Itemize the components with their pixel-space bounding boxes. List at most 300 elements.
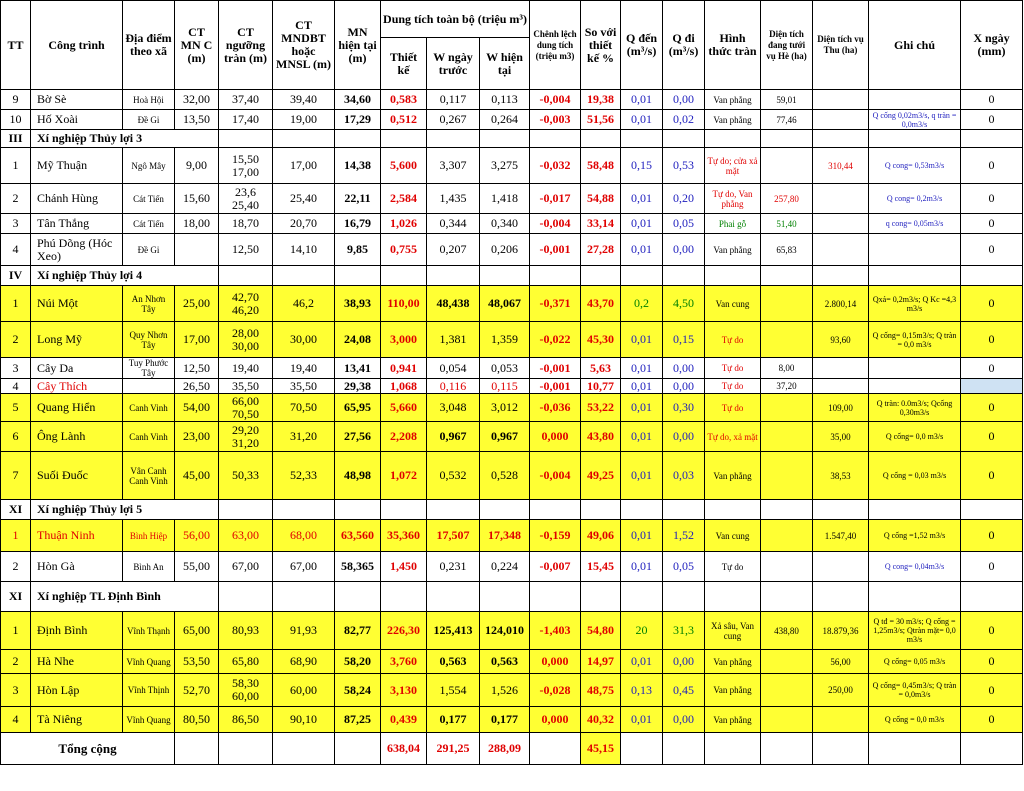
empty-cell (335, 130, 381, 148)
header-ct-nguong: CT ngưỡng tràn (m) (219, 1, 273, 90)
cell-cl: -0,022 (530, 322, 581, 358)
total-w-hien-tai: 288,09 (480, 733, 530, 765)
cell-tk: 0,583 (381, 90, 427, 110)
cell-cl: -0,001 (530, 379, 581, 394)
cell-qdi: 0,00 (663, 90, 705, 110)
cell-cl: -0,004 (530, 452, 581, 500)
empty-cell (219, 582, 273, 612)
cell-gc: Q cống= 0,05 m3/s (869, 650, 961, 674)
cell-tk: 110,00 (381, 286, 427, 322)
cell-qden: 0,01 (621, 379, 663, 394)
cell-sv: 19,38 (581, 90, 621, 110)
cell-mnc: 65,00 (175, 612, 219, 650)
cell-xa: Đề Gi (123, 234, 175, 266)
cell-qden: 0,01 (621, 110, 663, 130)
cell-nguong: 58,30 60,00 (219, 674, 273, 707)
section-title: Xí nghiệp Thủy lợi 3 (31, 130, 219, 148)
cell-nguong: 37,40 (219, 90, 273, 110)
cell-x (961, 379, 1023, 394)
cell-mn: 82,77 (335, 612, 381, 650)
cell-nguong: 23,6 25,40 (219, 184, 273, 214)
cell-x: 0 (961, 322, 1023, 358)
empty-cell (705, 733, 761, 765)
cell-qden: 0,01 (621, 707, 663, 733)
empty-cell (273, 733, 335, 765)
cell-dtthu: 18.879,36 (813, 612, 869, 650)
cell-ht: Tự do (705, 322, 761, 358)
cell-tk: 2,208 (381, 422, 427, 452)
table-row (1, 552, 1023, 582)
empty-cell (581, 582, 621, 612)
cell-mn: 58,24 (335, 674, 381, 707)
cell-xa: Vĩnh Quang (123, 707, 175, 733)
cell-wh: 0,967 (480, 422, 530, 452)
cell-nguong: 66,00 70,50 (219, 394, 273, 422)
cell-qden: 0,01 (621, 214, 663, 234)
empty-cell (219, 130, 273, 148)
cell-dthe (761, 552, 813, 582)
cell-tt: 2 (1, 650, 31, 674)
cell-dthe (761, 322, 813, 358)
cell-qden: 0,13 (621, 674, 663, 707)
cell-name: Cây Thích (31, 379, 123, 394)
cell-wt: 1,435 (427, 184, 480, 214)
cell-mnc: 55,00 (175, 552, 219, 582)
empty-cell (219, 266, 273, 286)
cell-x: 0 (961, 286, 1023, 322)
cell-mnc: 56,00 (175, 520, 219, 552)
empty-cell (961, 733, 1023, 765)
cell-wh: 0,264 (480, 110, 530, 130)
header-thiet-ke: Thiết kế (381, 38, 427, 90)
cell-x: 0 (961, 110, 1023, 130)
empty-cell (381, 500, 427, 520)
cell-dthe: 37,20 (761, 379, 813, 394)
section-title: Xí nghiệp Thủy lợi 5 (31, 500, 219, 520)
empty-cell (705, 582, 761, 612)
cell-name: Long Mỹ (31, 322, 123, 358)
cell-x: 0 (961, 148, 1023, 184)
cell-qdi: 0,00 (663, 358, 705, 379)
empty-cell (663, 733, 705, 765)
cell-qden: 0,01 (621, 552, 663, 582)
cell-qdi: 0,00 (663, 707, 705, 733)
empty-cell (273, 500, 335, 520)
cell-mnc: 52,70 (175, 674, 219, 707)
table-row (1, 110, 1023, 130)
cell-mn: 58,365 (335, 552, 381, 582)
cell-x: 0 (961, 358, 1023, 379)
empty-cell (813, 500, 869, 520)
cell-dthe (761, 674, 813, 707)
cell-ht: Tự do; cửa xả mặt (705, 148, 761, 184)
cell-wt: 0,967 (427, 422, 480, 452)
cell-mn: 9,85 (335, 234, 381, 266)
cell-xa: Vân Canh Canh Vinh (123, 452, 175, 500)
cell-tt: 2 (1, 322, 31, 358)
cell-mn: 22,11 (335, 184, 381, 214)
empty-cell (335, 582, 381, 612)
table-row (1, 234, 1023, 266)
cell-name: Hòn Gà (31, 552, 123, 582)
cell-mndbt: 68,00 (273, 520, 335, 552)
cell-name: Núi Một (31, 286, 123, 322)
table-row (1, 379, 1023, 394)
cell-mn: 13,41 (335, 358, 381, 379)
cell-wt: 17,507 (427, 520, 480, 552)
cell-sv: 51,56 (581, 110, 621, 130)
cell-tk: 0,512 (381, 110, 427, 130)
cell-mndbt: 14,10 (273, 234, 335, 266)
cell-sv: 10,77 (581, 379, 621, 394)
cell-dtthu: 93,60 (813, 322, 869, 358)
cell-tk: 2,584 (381, 184, 427, 214)
cell-name: Quang Hiển (31, 394, 123, 422)
empty-cell (530, 266, 581, 286)
cell-gc: Q cống= 0,15m3/s; Q tràn = 0,0 m3/s (869, 322, 961, 358)
cell-xa: Canh Vinh (123, 394, 175, 422)
cell-wh: 0,340 (480, 214, 530, 234)
cell-dthe: 257,80 (761, 184, 813, 214)
cell-dtthu (813, 552, 869, 582)
cell-mnc: 15,60 (175, 184, 219, 214)
cell-dtthu: 2.800,14 (813, 286, 869, 322)
cell-nguong: 19,40 (219, 358, 273, 379)
cell-mndbt: 20,70 (273, 214, 335, 234)
cell-sv: 54,80 (581, 612, 621, 650)
cell-dthe (761, 707, 813, 733)
table-row (1, 422, 1023, 452)
empty-cell (381, 266, 427, 286)
cell-name: Tà Niêng (31, 707, 123, 733)
empty-cell (705, 130, 761, 148)
cell-qden: 0,01 (621, 184, 663, 214)
cell-dthe: 77,46 (761, 110, 813, 130)
table-row (1, 612, 1023, 650)
cell-wh: 124,010 (480, 612, 530, 650)
cell-ht: Van cung (705, 520, 761, 552)
cell-cl: -0,032 (530, 148, 581, 184)
header-x: X ngày (mm) (961, 1, 1023, 90)
cell-dtthu (813, 214, 869, 234)
cell-mn: 65,95 (335, 394, 381, 422)
empty-cell (705, 500, 761, 520)
cell-qdi: 4,50 (663, 286, 705, 322)
cell-ht: Tự do (705, 379, 761, 394)
cell-mnc: 25,00 (175, 286, 219, 322)
cell-mnc: 80,50 (175, 707, 219, 733)
cell-sv: 45,30 (581, 322, 621, 358)
total-row (1, 733, 1023, 765)
cell-qdi: 0,00 (663, 379, 705, 394)
cell-tk: 3,130 (381, 674, 427, 707)
cell-dthe: 59,01 (761, 90, 813, 110)
cell-qden: 0,01 (621, 90, 663, 110)
cell-wh: 3,275 (480, 148, 530, 184)
cell-xa: Tuy Phước Tây (123, 358, 175, 379)
cell-tt: 2 (1, 184, 31, 214)
cell-x: 0 (961, 394, 1023, 422)
cell-tt: 1 (1, 148, 31, 184)
cell-ht: Tự do (705, 552, 761, 582)
empty-cell (705, 266, 761, 286)
cell-qden: 0,01 (621, 322, 663, 358)
empty-cell (663, 266, 705, 286)
cell-ht: Tự do (705, 358, 761, 379)
empty-cell (663, 130, 705, 148)
cell-wh: 0,115 (480, 379, 530, 394)
header-hinh-thuc: Hình thức tràn (705, 1, 761, 90)
cell-sv: 15,45 (581, 552, 621, 582)
cell-name: Tân Thắng (31, 214, 123, 234)
cell-dtthu: 109,00 (813, 394, 869, 422)
cell-name: Ông Lành (31, 422, 123, 452)
cell-xa: Đề Gi (123, 110, 175, 130)
cell-tk: 0,941 (381, 358, 427, 379)
cell-nguong: 80,93 (219, 612, 273, 650)
empty-cell (530, 582, 581, 612)
empty-cell (480, 500, 530, 520)
cell-wt: 3,048 (427, 394, 480, 422)
cell-nguong: 28,00 30,00 (219, 322, 273, 358)
cell-cl: -0,007 (530, 552, 581, 582)
cell-xa: Ngô Mây (123, 148, 175, 184)
cell-name: Hố Xoài (31, 110, 123, 130)
empty-cell (581, 500, 621, 520)
cell-dtthu: 310,44 (813, 148, 869, 184)
cell-tk: 1,068 (381, 379, 427, 394)
cell-xa: Vĩnh Quang (123, 650, 175, 674)
cell-cl: -0,001 (530, 358, 581, 379)
cell-cl: -0,036 (530, 394, 581, 422)
cell-qden: 0,01 (621, 520, 663, 552)
cell-wh: 1,359 (480, 322, 530, 358)
empty-cell (621, 266, 663, 286)
empty-cell (761, 500, 813, 520)
cell-x: 0 (961, 520, 1023, 552)
cell-qdi: 0,30 (663, 394, 705, 422)
cell-dtthu (813, 707, 869, 733)
cell-dthe (761, 452, 813, 500)
empty-cell (219, 733, 273, 765)
header-dt-he: Diện tích đang tưới vụ Hè (ha) (761, 1, 813, 90)
cell-tt: 7 (1, 452, 31, 500)
header-ct-mnc: CT MN C (m) (175, 1, 219, 90)
cell-dthe (761, 422, 813, 452)
table-row (1, 674, 1023, 707)
section-row (1, 130, 1023, 148)
cell-qdi: 0,20 (663, 184, 705, 214)
cell-xa: Vĩnh Thạnh (123, 612, 175, 650)
cell-qdi: 0,05 (663, 552, 705, 582)
cell-name: Hòn Lập (31, 674, 123, 707)
cell-tt: 3 (1, 214, 31, 234)
cell-mn: 24,08 (335, 322, 381, 358)
cell-tt: 9 (1, 90, 31, 110)
cell-wh: 0,177 (480, 707, 530, 733)
cell-nguong: 35,50 (219, 379, 273, 394)
total-thiet-ke: 638,04 (381, 733, 427, 765)
table-row (1, 452, 1023, 500)
cell-wt: 0,344 (427, 214, 480, 234)
empty-cell (530, 130, 581, 148)
cell-wh: 3,012 (480, 394, 530, 422)
cell-wt: 0,177 (427, 707, 480, 733)
cell-ht: Tự do, Van phẳng (705, 184, 761, 214)
cell-tk: 1,450 (381, 552, 427, 582)
cell-cl: -0,371 (530, 286, 581, 322)
cell-tt: 4 (1, 379, 31, 394)
header-chenh-lech: Chênh lệch dung tích (triệu m3) (530, 1, 581, 90)
table-row (1, 394, 1023, 422)
cell-qdi: 0,53 (663, 148, 705, 184)
cell-qden: 0,01 (621, 394, 663, 422)
cell-mndbt: 17,00 (273, 148, 335, 184)
cell-wh: 0,224 (480, 552, 530, 582)
cell-sv: 48,75 (581, 674, 621, 707)
cell-mndbt: 31,20 (273, 422, 335, 452)
cell-xa: Cát Tiến (123, 214, 175, 234)
cell-gc (869, 90, 961, 110)
table-row (1, 214, 1023, 234)
header-dt-thu: Diện tích vụ Thu (ha) (813, 1, 869, 90)
cell-wh: 0,206 (480, 234, 530, 266)
header-tt: TT (1, 1, 31, 90)
cell-qdi: 0,03 (663, 452, 705, 500)
cell-wh: 0,528 (480, 452, 530, 500)
cell-tk: 226,30 (381, 612, 427, 650)
empty-cell (427, 582, 480, 612)
empty-cell (761, 733, 813, 765)
empty-cell (961, 500, 1023, 520)
cell-mnc: 13,50 (175, 110, 219, 130)
cell-cl: -0,004 (530, 214, 581, 234)
cell-dtthu (813, 358, 869, 379)
cell-xa: Bình An (123, 552, 175, 582)
cell-mnc: 23,00 (175, 422, 219, 452)
empty-cell (813, 266, 869, 286)
cell-cl: 0,000 (530, 707, 581, 733)
cell-gc: Q cống = 0,03 m3/s (869, 452, 961, 500)
cell-nguong: 63,00 (219, 520, 273, 552)
cell-mndbt: 52,33 (273, 452, 335, 500)
cell-gc: Q cong= 0,53m3/s (869, 148, 961, 184)
cell-gc: Q cong= 0,04m3/s (869, 552, 961, 582)
cell-wh: 1,418 (480, 184, 530, 214)
cell-sv: 49,06 (581, 520, 621, 552)
cell-dthe: 51,40 (761, 214, 813, 234)
cell-mn: 63,560 (335, 520, 381, 552)
cell-xa: An Nhơn Tây (123, 286, 175, 322)
cell-wt: 0,117 (427, 90, 480, 110)
empty-cell (219, 500, 273, 520)
cell-nguong: 17,40 (219, 110, 273, 130)
cell-wt: 1,381 (427, 322, 480, 358)
cell-x: 0 (961, 234, 1023, 266)
cell-name: Bờ Sè (31, 90, 123, 110)
cell-x: 0 (961, 650, 1023, 674)
cell-xa: Quy Nhơn Tây (123, 322, 175, 358)
cell-ht: Phai gỗ (705, 214, 761, 234)
cell-dthe (761, 520, 813, 552)
cell-x: 0 (961, 422, 1023, 452)
cell-mndbt: 70,50 (273, 394, 335, 422)
section-row (1, 582, 1023, 612)
cell-gc: Q cống 0,02m3/s, q tràn = 0,0m3/s (869, 110, 961, 130)
cell-mn: 14,38 (335, 148, 381, 184)
cell-ht: Van phẳng (705, 110, 761, 130)
cell-tk: 3,000 (381, 322, 427, 358)
cell-wt: 3,307 (427, 148, 480, 184)
cell-nguong: 15,50 17,00 (219, 148, 273, 184)
empty-cell (761, 582, 813, 612)
cell-ht: Van phẳng (705, 707, 761, 733)
section-row (1, 500, 1023, 520)
empty-cell (621, 130, 663, 148)
total-so-voi: 45,15 (581, 733, 621, 765)
empty-cell (869, 500, 961, 520)
cell-qdi: 0,00 (663, 234, 705, 266)
section-tt: XI (1, 582, 31, 612)
cell-mn: 17,29 (335, 110, 381, 130)
cell-mnc (175, 234, 219, 266)
cell-xa (123, 379, 175, 394)
cell-qden: 0,01 (621, 234, 663, 266)
empty-cell (427, 266, 480, 286)
empty-cell (869, 733, 961, 765)
cell-x: 0 (961, 184, 1023, 214)
cell-dtthu: 1.547,40 (813, 520, 869, 552)
cell-tk: 0,439 (381, 707, 427, 733)
cell-qdi: 0,00 (663, 422, 705, 452)
cell-tt: 4 (1, 234, 31, 266)
cell-wt: 0,116 (427, 379, 480, 394)
empty-cell (761, 130, 813, 148)
cell-mndbt: 67,00 (273, 552, 335, 582)
cell-mnc: 26,50 (175, 379, 219, 394)
cell-gc: Q tràn: 0.0m3/s; Qcống 0,30m3/s (869, 394, 961, 422)
header-w-hien-tai: W hiện tại (480, 38, 530, 90)
cell-dtthu (813, 234, 869, 266)
empty-cell (621, 500, 663, 520)
table-row (1, 322, 1023, 358)
cell-tt: 1 (1, 520, 31, 552)
cell-cl: -0,159 (530, 520, 581, 552)
empty-cell (961, 582, 1023, 612)
cell-mnc: 17,00 (175, 322, 219, 358)
empty-cell (335, 500, 381, 520)
table-row (1, 520, 1023, 552)
cell-wt: 0,054 (427, 358, 480, 379)
cell-tk: 1,072 (381, 452, 427, 500)
cell-qden: 0,01 (621, 452, 663, 500)
cell-mnc: 32,00 (175, 90, 219, 110)
empty-cell (663, 582, 705, 612)
cell-gc: Q tđ = 30 m3/s; Q cống = 1,25m3/s; Qtràn mặt= 0,0 m3/s (869, 612, 961, 650)
cell-qdi: 0,05 (663, 214, 705, 234)
cell-qdi: 31,3 (663, 612, 705, 650)
cell-mndbt: 35,50 (273, 379, 335, 394)
cell-nguong: 18,70 (219, 214, 273, 234)
cell-mnc: 45,00 (175, 452, 219, 500)
cell-wt: 0,267 (427, 110, 480, 130)
cell-dthe (761, 286, 813, 322)
cell-x: 0 (961, 552, 1023, 582)
cell-x: 0 (961, 707, 1023, 733)
cell-dtthu: 38,53 (813, 452, 869, 500)
header-dung-tich: Dung tích toàn bộ (triệu m³) (381, 1, 530, 38)
cell-mndbt: 91,93 (273, 612, 335, 650)
